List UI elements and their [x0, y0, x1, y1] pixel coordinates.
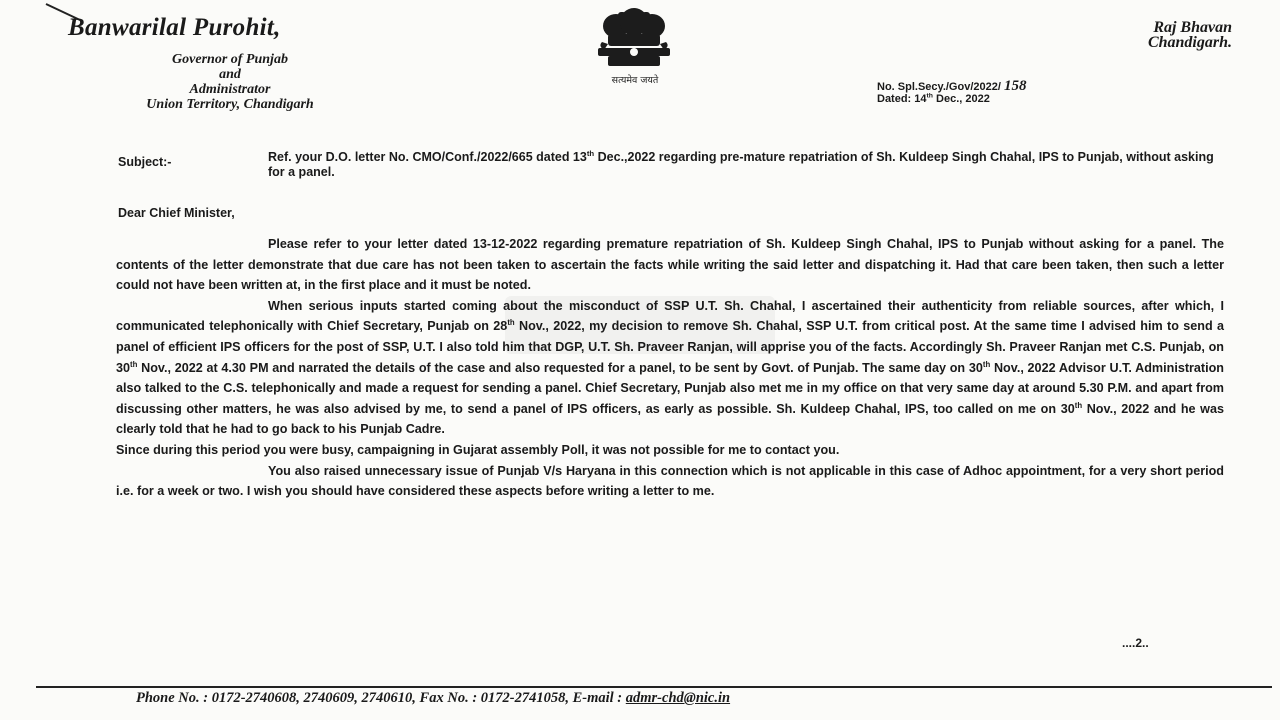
footer-divider	[36, 686, 1272, 688]
office-line: Raj Bhavan	[1153, 19, 1232, 36]
office-address	[1148, 20, 1232, 50]
emblem-motto: सत्यमेव जयते	[611, 75, 659, 86]
office-line: Chandigarh.	[1147, 34, 1232, 51]
footer-email-link[interactable]: admr-chd@nic.in	[625, 690, 731, 706]
salutation: Dear Chief Minister,	[118, 206, 235, 220]
handwritten-number: 158	[1003, 78, 1027, 94]
subject-text: Ref. your D.O. letter No. CMO/Conf./2022/665 dated 13th Dec.,2022 regarding pre-mature repatriation of Sh. Kuldeep Singh Chahal, IPS to Punjab, without asking for a panel.	[268, 148, 1214, 179]
designation-line: Administrator	[189, 82, 271, 97]
reference-number: No. Spl.Secy./Gov/2022/ 158	[877, 78, 1027, 94]
designation-line: Governor of Punjab	[172, 52, 288, 67]
page-continuation-marker: ....2..	[1122, 636, 1149, 650]
subject-label: Subject:-	[118, 155, 172, 169]
reference-block	[877, 80, 1026, 105]
designation-line: Union Territory, Chandigarh	[146, 97, 314, 112]
designation-line: and	[219, 67, 241, 82]
letter-date: Dated: 14th Dec., 2022	[877, 92, 990, 105]
paragraph: You also raised unnecessary issue of Punjab V/s Haryana in this connection which is not applicable in this case of Adhoc appointment, for a very short period i.e. for a week or two. I wish you should have considered these aspects before writing a letter to me.	[116, 463, 1224, 499]
paragraph: Please refer to your letter dated 13-12-2022 regarding premature repatriation of Sh. Kuldeep Singh Chahal, IPS to Punjab without asking for a panel. The contents of the letter demonstrate that due care has not been taken to ascertain the facts while writing the said letter and dispatching it. Had that care been taken, then such a letter could not have been written at, in the first place and it must be noted.	[116, 237, 1224, 293]
sender-designation	[70, 52, 390, 112]
paragraph: When serious inputs started coming about the misconduct of SSP U.T. Sh. Chahal, I ascertained their authenticity from reliable sources, after which, I communicated telephonically with Chief Secretary, Punjab on 28th Nov., 2022, my decision to remove Sh. Chahal, SSP U.T. from critical post. At the same time I advised him to send a panel of efficient IPS officers for the post of SSP, U.T. I also told him that DGP, U.T. Sh. Praveer Ranjan, will apprise you of the facts. Accordingly Sh. Praveer Ranjan met C.S. Punjab, on 30th Nov., 2022 at 4.30 PM and narrated the details of the case and also requested for a panel, to be sent by Govt. of Punjab. The same day on 30th Nov., 2022 Advisor U.T. Administration also talked to the C.S. telephonically and made a request for sending a panel. Chief Secretary, Punjab also met me in my office on that very same day at around 5.30 P.M. and apart from discussing other matters, he was also advised by me, to send a panel of IPS officers, as early as possible. Sh. Kuldeep Chahal, IPS, too called on me on 30th Nov., 2022 and he was clearly told that he had to go back to his Punjab Cadre.	[116, 298, 1225, 437]
sender-name: Banwarilal Purohit,	[68, 14, 281, 41]
paragraph: Since during this period you were busy, campaigning in Gujarat assembly Poll, it was not possible for me to contact you.	[116, 442, 840, 457]
footer-contact: Phone No. : 0172-2740608, 2740609, 2740610, Fax No. : 0172-2741058, E-mail : admr-chd@nic.in	[136, 690, 731, 706]
letter-body	[116, 234, 1224, 502]
